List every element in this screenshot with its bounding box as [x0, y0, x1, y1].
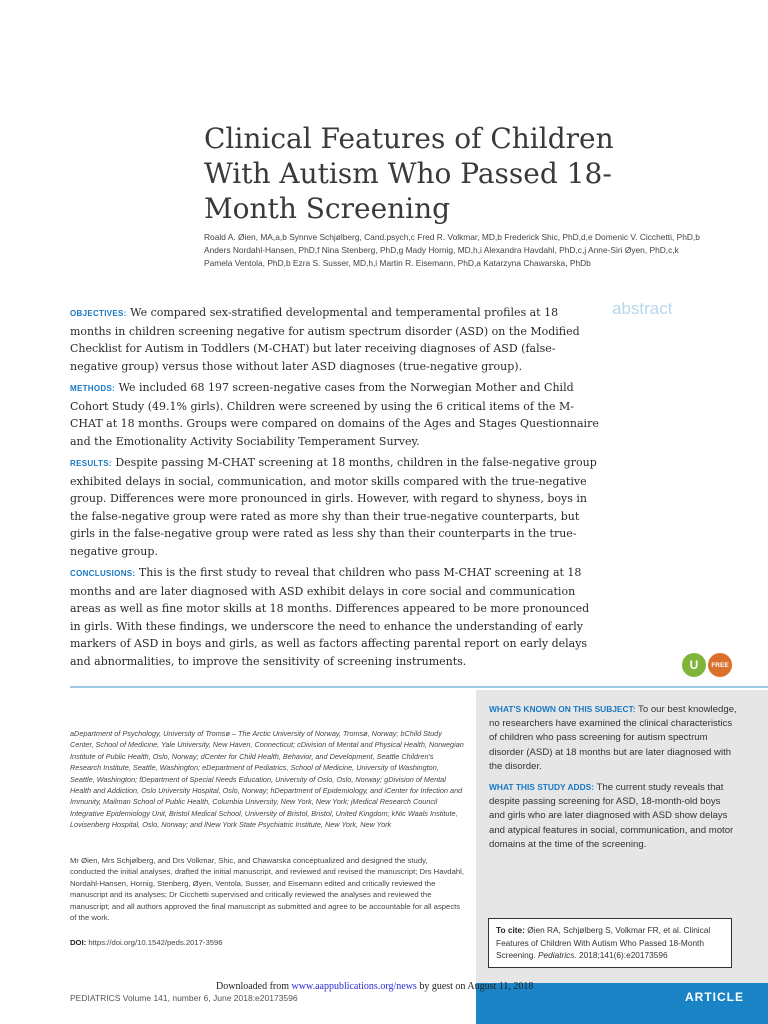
results-paragraph	[70, 454, 600, 560]
cite-label: To cite:	[496, 925, 525, 935]
author-line-1: Roald A. Øien, MA,a,b Synnve Schjølberg, Cand.psych,c Fred R. Volkmar, MD,b Frederick Shic, PhD,d,e Domenic V. Cicchetti, PhD,b	[204, 232, 700, 242]
download-suffix: by guest on August 11, 2018	[419, 981, 534, 992]
open-access-icon: U	[682, 653, 706, 677]
download-stamp	[216, 981, 533, 992]
adds-text: The current study reveals that despite passing screening for ASD, 18-month-old boys and girls who are later diagnosed with ASD show delays and atypical features in social, communication, and motor domains at the time of the screening.	[489, 782, 734, 850]
known-label: WHAT'S KNOWN ON THIS SUBJECT:	[489, 704, 636, 714]
citation-box	[488, 918, 732, 968]
conclusions-label: CONCLUSIONS:	[70, 569, 136, 578]
results-text: Despite passing M-CHAT screening at 18 months, children in the false-negative group exhibited delays in social, communication, and motor skills compared with the true-negative group. Differences were more pronounced in girls. However, with regard to shyness, boys in the false-negative group were rated as more shy than their true-negative counterparts, but girls in the false-negative group were rated as less shy than their counterparts in the true-negative group.	[70, 456, 597, 558]
cite-journal: Pediatrics.	[537, 950, 577, 960]
results-label: RESULTS:	[70, 459, 112, 468]
objectives-label: OBJECTIVES:	[70, 309, 127, 318]
objectives-paragraph	[70, 304, 600, 375]
methods-label: METHODS:	[70, 384, 116, 393]
section-divider	[70, 686, 768, 688]
author-line-3: Pamela Ventola, PhD,b Ezra S. Susser, MD,h,i Martin R. Eisemann, PhD,a Katarzyna Chawarska, PhDb	[204, 258, 591, 268]
download-prefix: Downloaded from	[216, 981, 290, 992]
cite-text: Øien RA, Schjølberg S, Volkmar FR, et al. Clinical Features of Children With Autism Who Passed 18-Month Screening.	[496, 925, 711, 960]
article-type-label: ARTICLE	[685, 990, 744, 1004]
affiliations: aDepartment of Psychology, University of Tromsø – The Arctic University of Norway, Tromsø, Norway; bChild Study Center, School of Medicine, Yale University, New Haven, Connecticut; cDivision of Mental and Physical Health, Norwegian Institute of Public Health, Oslo, Norway; dCenter for Child Health, Behavior, and Development, Seattle Children's Research Institute, Seattle, Washington; eDepartment of Pediatrics, School of Medicine, University of Washington, Seattle, Washington; fDepartment of Special Needs Education, University of Oslo, Oslo, Norway; gDivision of Mental Health and Addiction, Oslo University Hospital, Oslo, Norway; hDepartment of Epidemiology, and iCenter for Infection and Immunity, Mailman School of Public Health, Columbia University, New York, New York; jMedical Research Council Integrative Epidemiology Unit, Bristol Medical School, University of Bristol, Bristol, United Kingdom; kNic Waals Institute, Lovisenberg Hospital, Oslo, Norway; and lNew York State Psychiatric Institute, New York, New York	[70, 729, 464, 830]
doi-label: DOI:	[70, 938, 87, 947]
conclusions-paragraph	[70, 564, 600, 670]
free-badge-icon: FREE	[708, 653, 732, 677]
methods-text: We included 68 197 screen-negative cases from the Norwegian Mother and Child Cohort Study (49.1% girls). Children were screened by using the 6 critical items of the M-CHAT at 18 months. Groups were compared on domains of the Ages and Stages Questionnaire and the Emotionality Activity Sociability Temperament Survey.	[70, 381, 599, 448]
objectives-text: We compared sex-stratified developmental and temperamental profiles at 18 months in children screening negative for autism spectrum disorder (ASD) on the Modified Checklist for Autism in Toddlers (M-CHAT) but later receiving diagnoses of ASD (false-negative group) versus those without later ASD diagnoses (true-negative group).	[70, 306, 580, 373]
cite-ref: 2018;141(6):e20173596	[579, 950, 668, 960]
conclusions-text: This is the first study to reveal that children who pass M-CHAT screening at 18 months and are later diagnosed with ASD exhibit delays in core social and communication areas as well as fine motor skills at 18 months. Differences appeared to be more pronounced in girls. With these findings, we underscore the need to enhance the understanding of early markers of ASD in boys and girls, as well as factors affecting parental report on early delays and abnormalities, to improve the sensitivity of screening instruments.	[70, 566, 590, 668]
adds-paragraph	[489, 780, 739, 852]
abstract-tag: abstract	[612, 299, 673, 318]
author-line-2: Anders Nordahl-Hansen, PhD,f Nina Stenberg, PhD,g Mady Hornig, MD,h,i Alexandra Havdahl, PhD,c,j Anne-Siri Øyen, PhD,c,k	[204, 245, 679, 255]
known-paragraph	[489, 702, 739, 774]
doi-link[interactable]: https://doi.org/10.1542/peds.2017-3596	[88, 938, 223, 947]
known-text: To our best knowledge, no researchers have examined the clinical characteristics of children who pass screening for autism spectrum disorder (ASD) at 18 months but are later diagnosed with the disorder.	[489, 704, 737, 772]
download-link[interactable]: www.aappublications.org/news	[291, 981, 417, 992]
author-contributions: Mr Øien, Mrs Schjølberg, and Drs Volkmar, Shic, and Chawarska conceptualized and designed the study, conducted the initial analyses, drafted the initial manuscript, and reviewed and revised the manuscript; Drs Havdahl, Nordahl-Hansen, Hornig, Stenberg, Øyen, Ventola, Susser, and Eisemann edited and critically reviewed the manuscript and its analyses; Dr Cicchetti supervised and critically reviewed the analyses and reviewed the manuscript; and all authors approved the final manuscript as submitted and agree to be accountable for all aspects of the work.	[70, 856, 464, 923]
article-title: Clinical Features of Children With Autism Who Passed 18-Month Screening	[204, 122, 614, 225]
journal-footer: PEDIATRICS Volume 141, number 6, June 2018:e20173596	[70, 993, 298, 1003]
abstract-body	[70, 304, 600, 674]
author-list	[204, 231, 744, 270]
adds-label: WHAT THIS STUDY ADDS:	[489, 782, 594, 793]
methods-paragraph	[70, 379, 600, 450]
doi-line	[70, 938, 465, 947]
key-points	[489, 702, 739, 858]
